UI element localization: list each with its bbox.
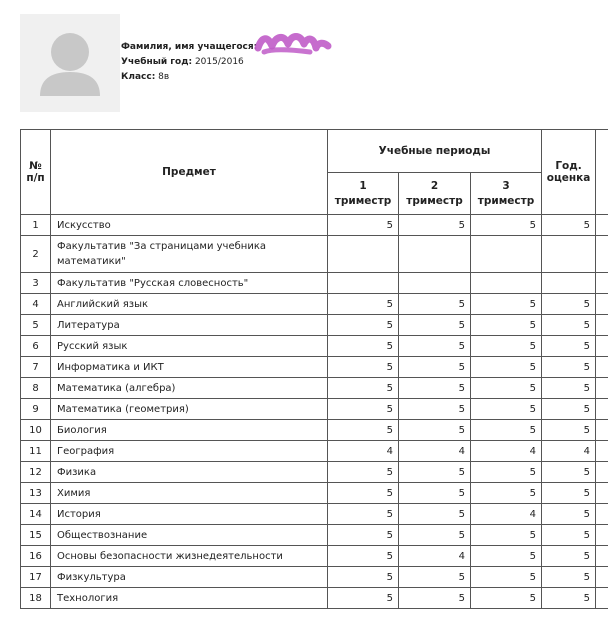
trimester-1-grade-cell: 5 xyxy=(328,315,399,336)
extra-cell xyxy=(596,567,608,588)
extra-cell xyxy=(596,273,608,294)
row-number-cell: 6 xyxy=(21,336,51,357)
year-grade-cell: 5 xyxy=(542,215,596,236)
trimester-1-grade-cell: 5 xyxy=(328,546,399,567)
trimester-3-grade-cell: 5 xyxy=(471,420,542,441)
trimester-2-grade-cell: 4 xyxy=(399,441,471,462)
trimester-3-grade-cell: 5 xyxy=(471,483,542,504)
extra-cell xyxy=(596,525,608,546)
row-number-cell: 7 xyxy=(21,357,51,378)
subject-cell: Литература xyxy=(51,315,328,336)
table-row xyxy=(21,420,608,441)
trimester-1-grade-cell: 5 xyxy=(328,462,399,483)
extra-cell xyxy=(596,357,608,378)
extra-cell xyxy=(596,378,608,399)
trimester-1-grade-cell xyxy=(328,273,399,294)
grades-table-container xyxy=(20,129,608,625)
trimester-3-grade-cell: 5 xyxy=(471,588,542,609)
table-row xyxy=(21,504,608,525)
subject-cell: Факультатив "За страницами учебника математики" xyxy=(51,236,328,273)
column-header-year-grade: Год. оценка xyxy=(542,130,596,215)
trimester-2-grade-cell: 5 xyxy=(399,357,471,378)
row-number-cell: 15 xyxy=(21,525,51,546)
subject-cell: Искусство xyxy=(51,215,328,236)
row-number-cell: 11 xyxy=(21,441,51,462)
extra-cell xyxy=(596,294,608,315)
trimester-2-grade-cell: 5 xyxy=(399,399,471,420)
trimester-1-grade-cell: 5 xyxy=(328,215,399,236)
row-number-cell: 4 xyxy=(21,294,51,315)
table-row xyxy=(21,336,608,357)
year-grade-cell xyxy=(542,273,596,294)
school-year-line xyxy=(121,55,257,70)
trimester-3-grade-cell xyxy=(471,236,542,273)
subject-cell: Математика (геометрия) xyxy=(51,399,328,420)
trimester-1-grade-cell: 5 xyxy=(328,483,399,504)
table-row xyxy=(21,294,608,315)
year-grade-cell: 5 xyxy=(542,378,596,399)
trimester-3-grade-cell: 5 xyxy=(471,399,542,420)
column-header-subject: Предмет xyxy=(51,130,328,215)
table-row xyxy=(21,215,608,236)
column-header-trimester-2: 2 триместр xyxy=(399,173,471,215)
row-number-cell: 1 xyxy=(21,215,51,236)
trimester-1-grade-cell: 5 xyxy=(328,420,399,441)
redacted-name-scribble xyxy=(254,30,332,58)
trimester-1-grade-cell: 5 xyxy=(328,399,399,420)
column-header-trimester-1: 1 триместр xyxy=(328,173,399,215)
extra-cell xyxy=(596,236,608,273)
trimester-1-grade-cell xyxy=(328,236,399,273)
year-grade-cell: 5 xyxy=(542,315,596,336)
trimester-1-grade-cell: 5 xyxy=(328,357,399,378)
extra-cell xyxy=(596,215,608,236)
row-number-cell: 17 xyxy=(21,567,51,588)
trimester-2-grade-cell: 5 xyxy=(399,420,471,441)
extra-cell xyxy=(596,462,608,483)
year-grade-cell: 5 xyxy=(542,567,596,588)
year-grade-cell: 5 xyxy=(542,462,596,483)
trimester-2-grade-cell: 5 xyxy=(399,588,471,609)
table-row xyxy=(21,441,608,462)
year-grade-cell xyxy=(542,236,596,273)
row-number-cell: 9 xyxy=(21,399,51,420)
student-photo-placeholder xyxy=(20,14,120,112)
year-grade-cell: 5 xyxy=(542,294,596,315)
subject-cell: Факультатив "Русская словесность" xyxy=(51,273,328,294)
row-number-cell: 5 xyxy=(21,315,51,336)
class-value: 8в xyxy=(158,72,170,82)
subject-cell: Русский язык xyxy=(51,336,328,357)
extra-cell xyxy=(596,546,608,567)
table-row xyxy=(21,399,608,420)
row-number-cell: 12 xyxy=(21,462,51,483)
subject-cell: Технология xyxy=(51,588,328,609)
extra-cell xyxy=(596,483,608,504)
extra-cell xyxy=(596,315,608,336)
trimester-2-grade-cell: 5 xyxy=(399,294,471,315)
subject-cell: Английский язык xyxy=(51,294,328,315)
trimester-2-grade-cell: 5 xyxy=(399,504,471,525)
year-grade-cell: 5 xyxy=(542,336,596,357)
column-header-number: № п/п xyxy=(21,130,51,215)
year-grade-cell: 5 xyxy=(542,420,596,441)
row-number-cell: 2 xyxy=(21,236,51,273)
trimester-2-grade-cell: 5 xyxy=(399,336,471,357)
trimester-1-grade-cell: 5 xyxy=(328,525,399,546)
column-header-periods: Учебные периоды xyxy=(328,130,542,173)
trimester-2-grade-cell: 5 xyxy=(399,483,471,504)
trimester-3-grade-cell: 5 xyxy=(471,357,542,378)
user-avatar-icon xyxy=(20,14,120,112)
school-year-value: 2015/2016 xyxy=(194,57,244,67)
table-row xyxy=(21,462,608,483)
trimester-3-grade-cell: 5 xyxy=(471,546,542,567)
year-grade-cell: 5 xyxy=(542,504,596,525)
trimester-2-grade-cell: 5 xyxy=(399,378,471,399)
row-number-cell: 10 xyxy=(21,420,51,441)
student-info xyxy=(121,40,257,85)
table-row xyxy=(21,546,608,567)
table-row xyxy=(21,483,608,504)
trimester-2-grade-cell: 5 xyxy=(399,525,471,546)
year-grade-cell: 4 xyxy=(542,441,596,462)
table-row xyxy=(21,378,608,399)
student-name-line xyxy=(121,40,257,55)
trimester-2-grade-cell: 5 xyxy=(399,462,471,483)
trimester-2-grade-cell: 5 xyxy=(399,567,471,588)
trimester-3-grade-cell: 5 xyxy=(471,462,542,483)
trimester-1-grade-cell: 5 xyxy=(328,294,399,315)
year-grade-cell: 5 xyxy=(542,483,596,504)
year-grade-cell: 5 xyxy=(542,399,596,420)
trimester-3-grade-cell: 5 xyxy=(471,336,542,357)
trimester-1-grade-cell: 4 xyxy=(328,441,399,462)
table-row xyxy=(21,315,608,336)
trimester-2-grade-cell: 4 xyxy=(399,546,471,567)
subject-cell: Информатика и ИКТ xyxy=(51,357,328,378)
row-number-cell: 18 xyxy=(21,588,51,609)
trimester-3-grade-cell: 5 xyxy=(471,525,542,546)
table-row xyxy=(21,525,608,546)
extra-cell xyxy=(596,336,608,357)
extra-cell xyxy=(596,399,608,420)
subject-cell: Физкультура xyxy=(51,567,328,588)
subject-cell: Химия xyxy=(51,483,328,504)
trimester-1-grade-cell: 5 xyxy=(328,567,399,588)
extra-cell xyxy=(596,588,608,609)
trimester-2-grade-cell: 5 xyxy=(399,315,471,336)
row-number-cell: 3 xyxy=(21,273,51,294)
trimester-3-grade-cell xyxy=(471,273,542,294)
row-number-cell: 16 xyxy=(21,546,51,567)
trimester-1-grade-cell: 5 xyxy=(328,378,399,399)
grades-table xyxy=(20,129,608,609)
row-number-cell: 14 xyxy=(21,504,51,525)
column-header-extra xyxy=(596,130,608,215)
table-row xyxy=(21,357,608,378)
subject-cell: Физика xyxy=(51,462,328,483)
table-row xyxy=(21,567,608,588)
subject-cell: География xyxy=(51,441,328,462)
trimester-3-grade-cell: 5 xyxy=(471,215,542,236)
school-year-label: Учебный год: xyxy=(121,57,193,67)
trimester-3-grade-cell: 5 xyxy=(471,567,542,588)
trimester-2-grade-cell xyxy=(399,236,471,273)
subject-cell: Основы безопасности жизнедеятельности xyxy=(51,546,328,567)
trimester-3-grade-cell: 4 xyxy=(471,504,542,525)
trimester-2-grade-cell xyxy=(399,273,471,294)
table-row xyxy=(21,273,608,294)
table-row xyxy=(21,588,608,609)
class-line xyxy=(121,70,257,85)
trimester-1-grade-cell: 5 xyxy=(328,336,399,357)
year-grade-cell: 5 xyxy=(542,357,596,378)
column-header-trimester-3: 3 триместр xyxy=(471,173,542,215)
trimester-3-grade-cell: 5 xyxy=(471,378,542,399)
table-row xyxy=(21,236,608,273)
extra-cell xyxy=(596,420,608,441)
year-grade-cell: 5 xyxy=(542,525,596,546)
extra-cell xyxy=(596,441,608,462)
year-grade-cell: 5 xyxy=(542,546,596,567)
subject-cell: История xyxy=(51,504,328,525)
trimester-1-grade-cell: 5 xyxy=(328,504,399,525)
year-grade-cell: 5 xyxy=(542,588,596,609)
student-name-label: Фамилия, имя учащегося: xyxy=(121,42,258,52)
row-number-cell: 13 xyxy=(21,483,51,504)
trimester-2-grade-cell: 5 xyxy=(399,215,471,236)
class-label: Класс: xyxy=(121,72,156,82)
subject-cell: Биология xyxy=(51,420,328,441)
subject-cell: Обществознание xyxy=(51,525,328,546)
trimester-1-grade-cell: 5 xyxy=(328,588,399,609)
trimester-3-grade-cell: 5 xyxy=(471,294,542,315)
row-number-cell: 8 xyxy=(21,378,51,399)
trimester-3-grade-cell: 5 xyxy=(471,315,542,336)
grades-table-body xyxy=(21,215,608,609)
extra-cell xyxy=(596,504,608,525)
trimester-3-grade-cell: 4 xyxy=(471,441,542,462)
subject-cell: Математика (алгебра) xyxy=(51,378,328,399)
